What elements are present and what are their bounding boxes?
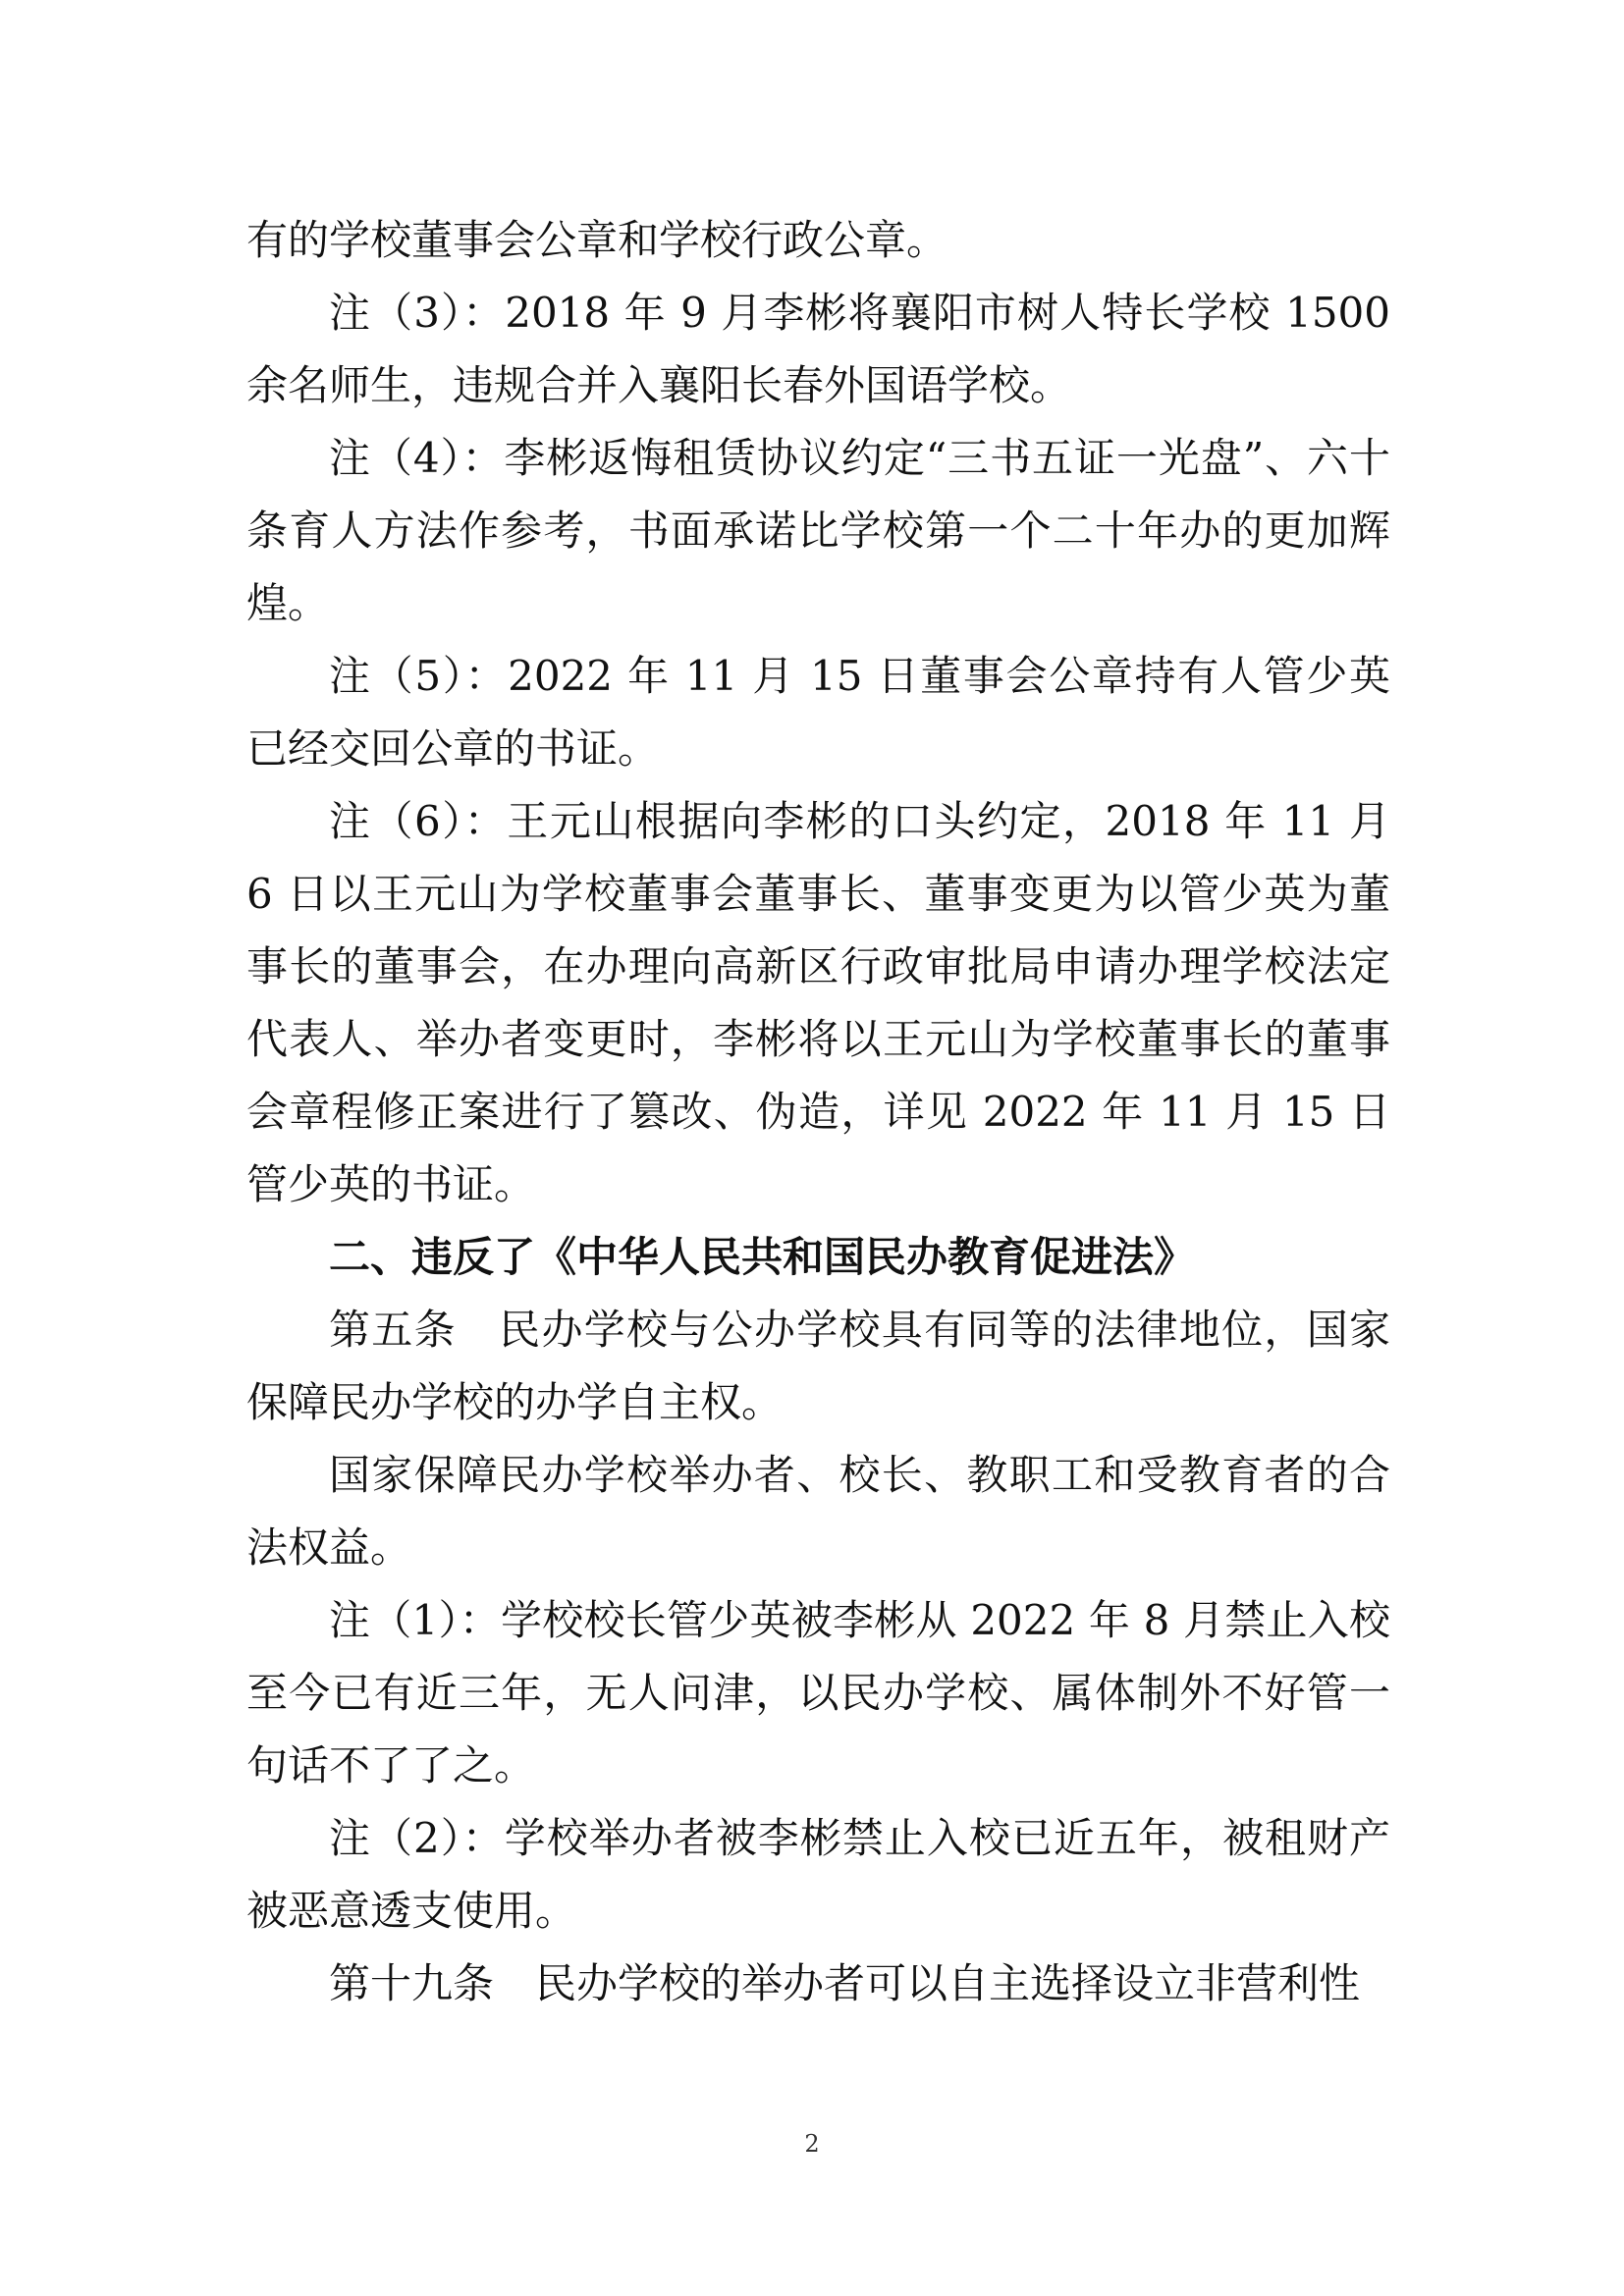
paragraph-article-5: 第五条 民办学校与公办学校具有同等的法律地位，国家保障民办学校的办学自主权。: [246, 1306, 1390, 1426]
paragraph-note-5: 注（5）：2022 年 11 月 15 日董事会公章持有人管少英已经交回公章的书证。: [246, 652, 1390, 773]
paragraph-1: 有的学校董事会公章和学校行政公章。: [246, 216, 948, 264]
paragraph-note-2: 注（2）：学校举办者被李彬禁止入校已近五年，被租财产被恶意透支使用。: [246, 1814, 1390, 1935]
paragraph-article-5-rights: 国家保障民办学校举办者、校长、教职工和受教育者的合法权益。: [246, 1451, 1390, 1572]
section-heading: 二、违反了《中华人民共和国民办教育促进法》: [329, 1233, 1196, 1281]
paragraph-note-4: 注（4）：李彬返悔租赁协议约定“三书五证一光盘”、六十条育人方法作参考，书面承诺比学校第一个二十年办的更加辉煌。: [246, 434, 1390, 627]
page-number: 2: [804, 2130, 820, 2158]
paragraph-note-6: 注（6）：王元山根据向李彬的口头约定，2018 年 11 月 6 日以王元山为学校董事会董事长、董事变更为以管少英为董事长的董事会，在办理向高新区行政审批局申请办理学校法定代表人、举办者变更时，李彬将以王元山为学校董事长的董事会章程修正案进行了篡改、伪造，详见 2022 年 11 月 15 日管少英的书证。: [246, 797, 1390, 1208]
paragraph-note-1: 注（1）：学校校长管少英被李彬从 2022 年 8 月禁止入校至今已有近三年，无人问津，以民办学校、属体制外不好管一句话不了了之。: [246, 1596, 1390, 1789]
paragraph-article-19: 第十九条 民办学校的举办者可以自主选择设立非营利性: [329, 1959, 1361, 2007]
paragraph-note-3: 注（3）：2018 年 9 月李彬将襄阳市树人特长学校 1500 余名师生，违规合并入襄阳长春外国语学校。: [246, 289, 1390, 409]
document-body: [246, 204, 1390, 2020]
